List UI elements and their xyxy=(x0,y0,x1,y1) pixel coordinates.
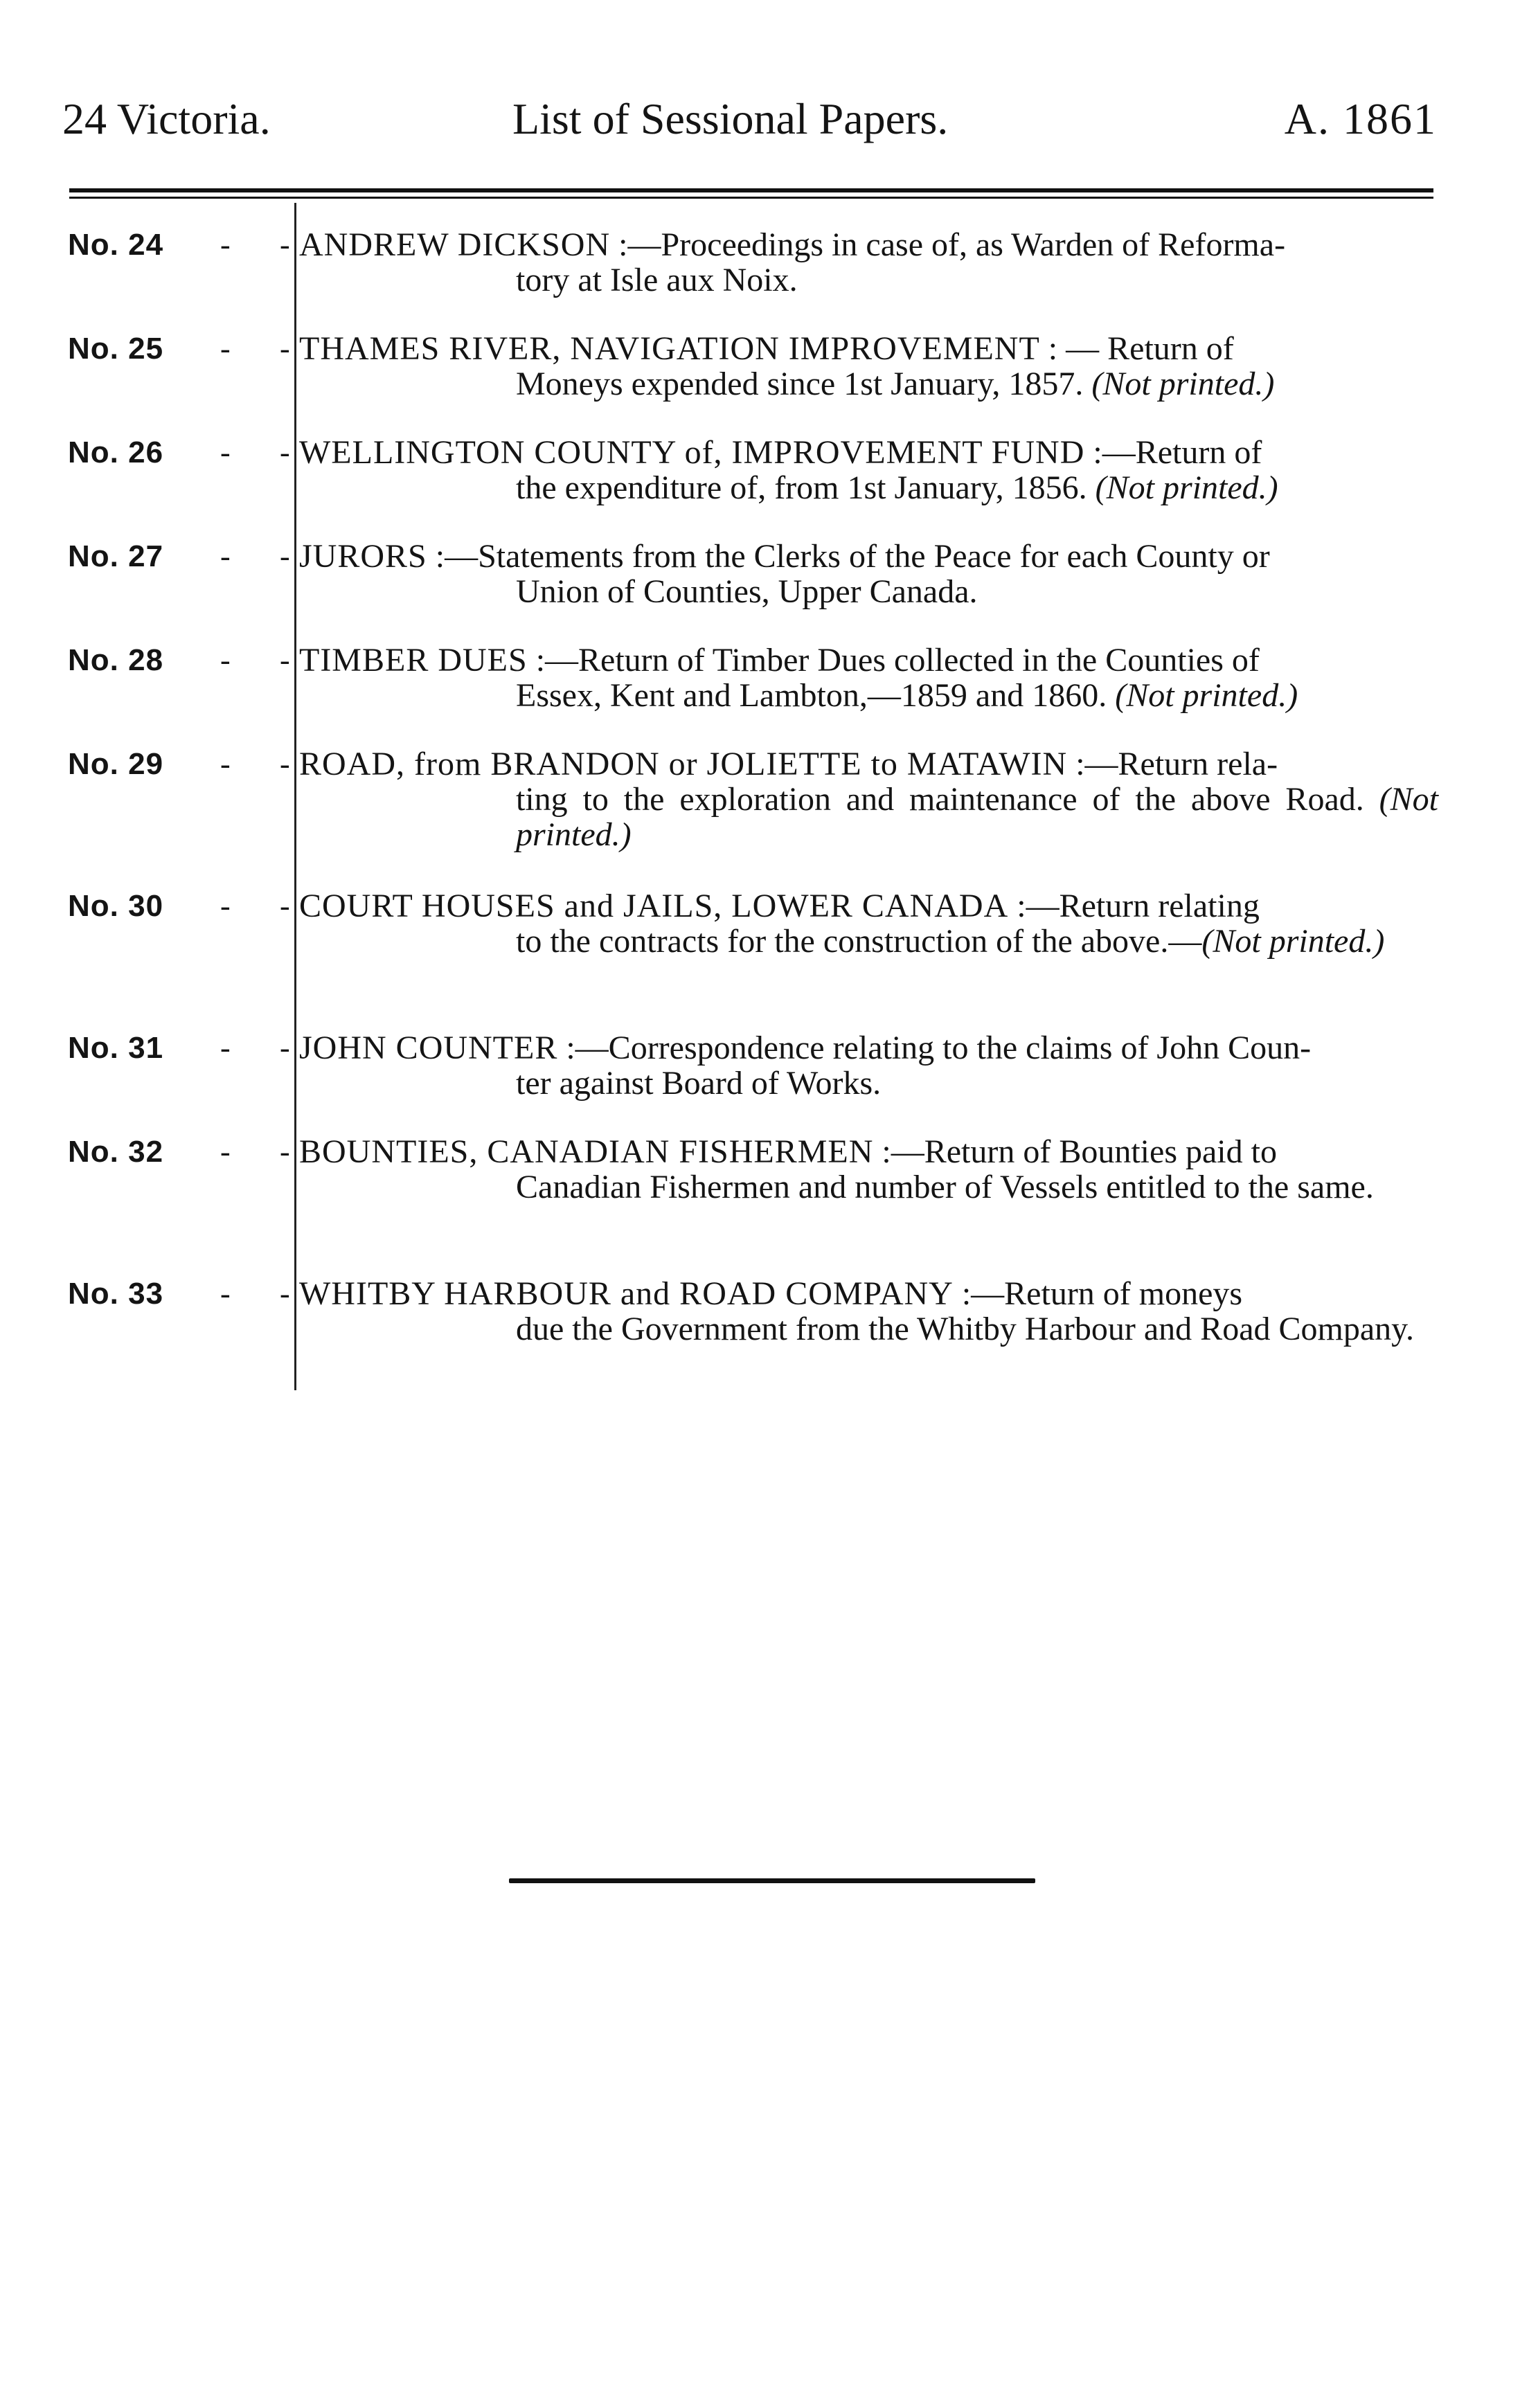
leader-dash: - xyxy=(280,1031,290,1065)
header-rule-thin xyxy=(69,197,1433,199)
year-label: A. 1861 xyxy=(1284,94,1437,143)
paper-summary: : — Return of xyxy=(1039,330,1234,367)
not-printed-note: (Not printed.) xyxy=(1115,677,1298,714)
paper-subject: BOUNTIES, CANADIAN FISHERMEN xyxy=(299,1133,874,1170)
paper-description xyxy=(299,888,1438,959)
leader-dash: - xyxy=(280,643,290,677)
paper-subject: COURT HOUSES and JAILS, LOWER CANADA xyxy=(299,888,1009,924)
end-rule xyxy=(509,1878,1035,1883)
paper-description xyxy=(299,1134,1438,1205)
paper-summary: :—Return of Bounties paid to xyxy=(873,1133,1277,1170)
paper-summary-cont: Canadian Fishermen and number of Vessels entitled to the same. xyxy=(516,1169,1374,1205)
paper-summary-cont: Essex, Kent and Lambton,—1859 and 1860. xyxy=(516,677,1107,714)
leader-dash: - xyxy=(220,1031,231,1065)
leader-dash: - xyxy=(280,889,290,923)
leader-dash: - xyxy=(220,539,231,573)
paper-subject: JOHN COUNTER xyxy=(299,1030,558,1066)
paper-number: No. 29 xyxy=(68,747,164,781)
paper-summary-cont: tory at Isle aux Noix. xyxy=(516,262,798,298)
not-printed-note: (Not printed.) xyxy=(1091,366,1275,402)
paper-number: No. 24 xyxy=(68,228,164,262)
regnal-year: 24 Victoria. xyxy=(62,94,271,143)
paper-description xyxy=(299,643,1438,713)
leader-dash: - xyxy=(220,1277,231,1311)
paper-summary: :—Statements from the Clerks of the Peace for each County or xyxy=(427,538,1270,575)
paper-summary: :—Return of xyxy=(1084,434,1262,471)
paper-summary-cont: Moneys expended since 1st January, 1857. xyxy=(516,366,1084,402)
paper-number: No. 33 xyxy=(68,1277,164,1311)
leader-dash: - xyxy=(280,747,290,781)
column-divider xyxy=(294,203,296,1390)
paper-summary-cont: to the contracts for the construction of the above.— xyxy=(516,923,1202,960)
paper-number: No. 31 xyxy=(68,1031,164,1065)
paper-subject: JURORS xyxy=(299,538,427,575)
paper-number: No. 28 xyxy=(68,643,164,677)
paper-description xyxy=(299,1030,1438,1101)
leader-dash: - xyxy=(220,643,231,677)
paper-summary: :—Return of moneys xyxy=(953,1275,1243,1312)
leader-dash: - xyxy=(280,539,290,573)
paper-number: No. 32 xyxy=(68,1135,164,1169)
leader-dash: - xyxy=(280,332,290,366)
paper-number: No. 25 xyxy=(68,332,164,366)
paper-description xyxy=(299,539,1438,609)
paper-summary: :—Return of Timber Dues collected in the Counties of xyxy=(527,642,1260,679)
paper-summary-cont: the expenditure of, from 1st January, 1856. xyxy=(516,469,1087,506)
leader-dash: - xyxy=(220,435,231,469)
not-printed-note: (Not printed.) xyxy=(516,781,1439,853)
leader-dash: - xyxy=(280,1135,290,1169)
not-printed-note: (Not printed.) xyxy=(1201,923,1385,960)
paper-subject: ROAD, from BRANDON or JOLIETTE to MATAWIN xyxy=(299,746,1068,782)
page-title: List of Sessional Papers. xyxy=(512,94,949,143)
paper-subject: WELLINGTON COUNTY of, IMPROVEMENT FUND xyxy=(299,434,1085,471)
paper-number: No. 27 xyxy=(68,539,164,573)
paper-subject: THAMES RIVER, NAVIGATION IMPROVEMENT xyxy=(299,330,1040,367)
paper-summary-cont: Union of Counties, Upper Canada. xyxy=(516,573,978,610)
leader-dash: - xyxy=(220,332,231,366)
paper-summary: :—Proceedings in case of, as Warden of Reforma- xyxy=(610,226,1286,263)
paper-summary: :—Return rela- xyxy=(1067,746,1278,782)
header-rule-thick xyxy=(69,188,1433,192)
leader-dash: - xyxy=(220,1135,231,1169)
paper-summary: :—Return relating xyxy=(1008,888,1260,924)
leader-dash: - xyxy=(280,435,290,469)
leader-dash: - xyxy=(280,1277,290,1311)
paper-description xyxy=(299,746,1438,852)
paper-summary-cont: ter against Board of Works. xyxy=(516,1065,882,1102)
paper-subject: TIMBER DUES xyxy=(299,642,528,679)
paper-summary: :—Correspondence relating to the claims of John Coun- xyxy=(557,1030,1312,1066)
paper-description xyxy=(299,227,1438,298)
paper-summary-cont: ting to the exploration and maintenance of the above Road. xyxy=(516,781,1364,818)
leader-dash: - xyxy=(280,228,290,262)
leader-dash: - xyxy=(220,228,231,262)
paper-description xyxy=(299,331,1438,402)
paper-summary-cont: due the Government from the Whitby Harbour and Road Company. xyxy=(516,1311,1415,1347)
paper-number: No. 26 xyxy=(68,435,164,469)
not-printed-note: (Not printed.) xyxy=(1095,469,1278,506)
leader-dash: - xyxy=(220,747,231,781)
paper-number: No. 30 xyxy=(68,889,164,923)
leader-dash: - xyxy=(220,889,231,923)
paper-description xyxy=(299,435,1438,505)
paper-subject: WHITBY HARBOUR and ROAD COMPANY xyxy=(299,1275,954,1312)
paper-description xyxy=(299,1276,1438,1347)
paper-subject: ANDREW DICKSON xyxy=(299,226,611,263)
page-header xyxy=(0,91,1520,147)
